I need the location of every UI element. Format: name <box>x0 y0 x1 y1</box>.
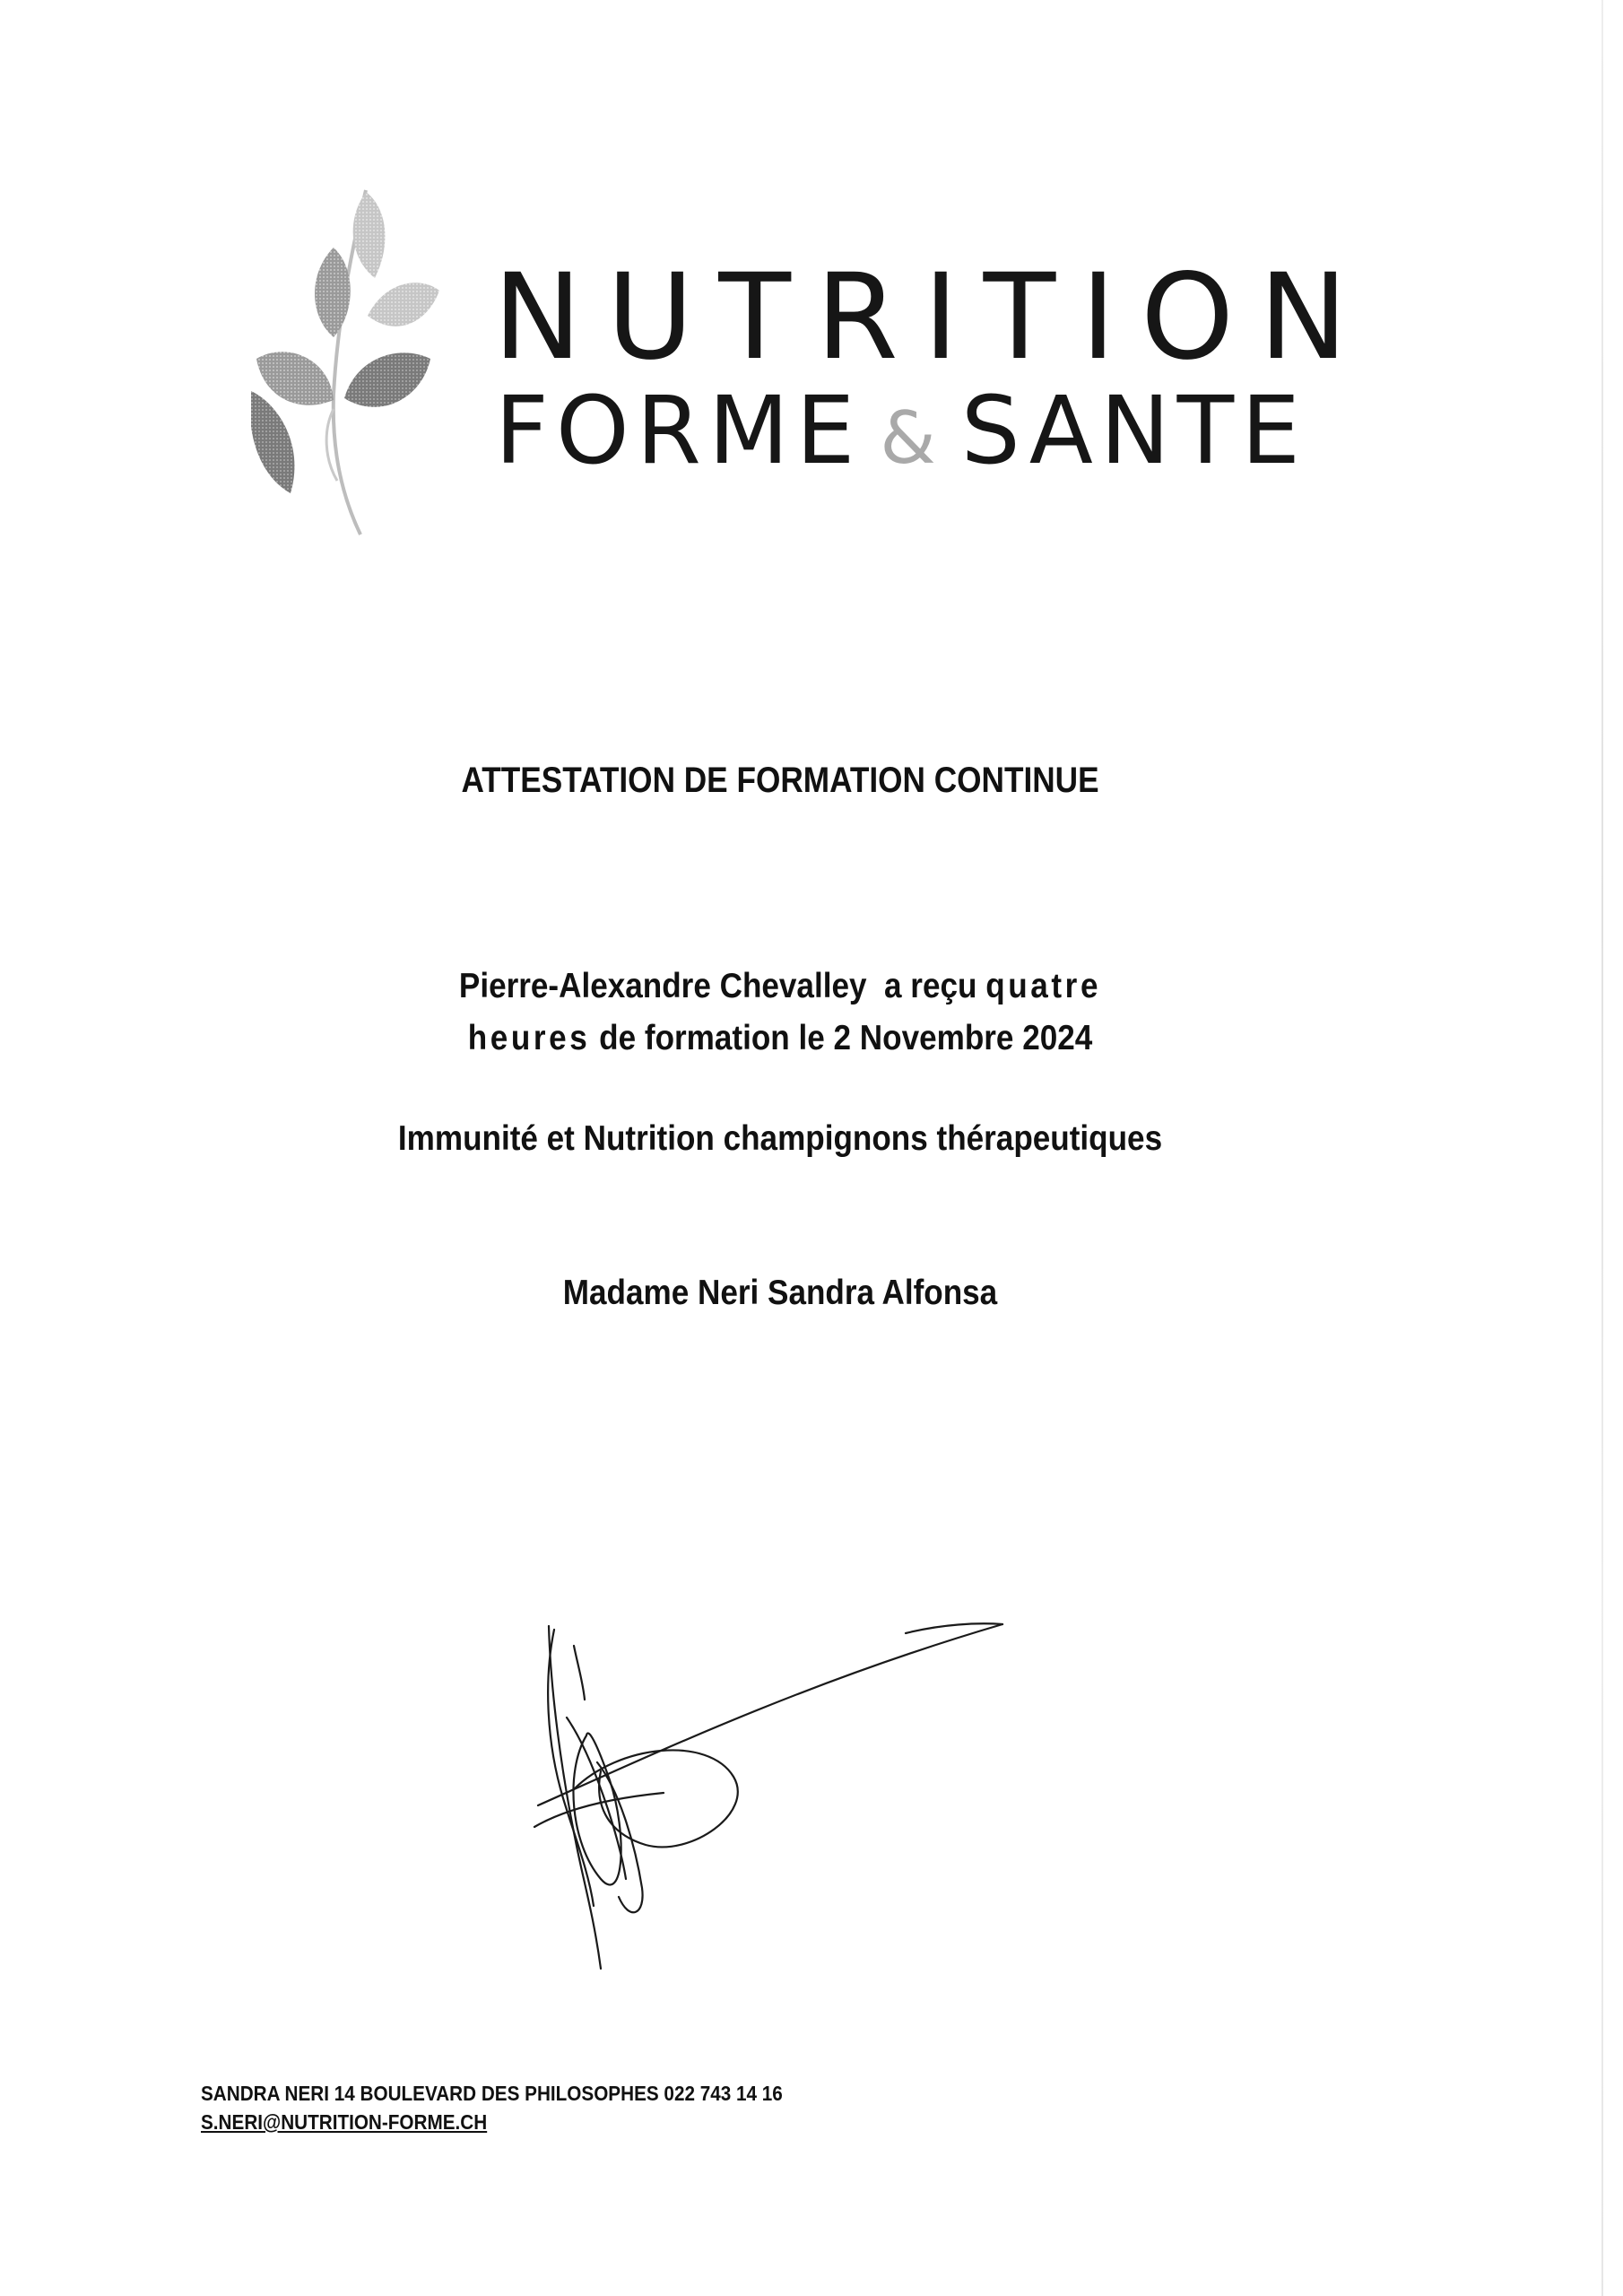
logo-subtitle <box>495 376 1307 485</box>
training-topic: Immunité et Nutrition champignons thérapeutiques <box>397 1119 1163 1158</box>
handwritten-signature <box>511 1610 1013 1987</box>
recipient-name: Pierre-Alexandre Chevalley <box>458 967 867 1005</box>
training-date-line <box>78 1019 1482 1058</box>
logo-ampersand: & <box>880 396 943 480</box>
trainer-name: Madame Neri Sandra Alfonsa <box>562 1274 998 1312</box>
footer-email-link[interactable]: S.NERI@NUTRITION-FORME.CH <box>201 2110 488 2134</box>
footer-address: SANDRA NERI 14 BOULEVARD DES PHILOSOPHES 022 743 14 16 <box>201 2082 783 2105</box>
training-date-text: de formation le 2 Novembre 2024 <box>599 1019 1093 1057</box>
footer-contact <box>201 2079 783 2136</box>
company-logo <box>251 179 1373 556</box>
logo-title-nutrition: NUTRITION <box>493 248 1373 387</box>
logo-word-sante: SANTE <box>960 376 1307 485</box>
hours-quantity: quatre <box>985 967 1102 1005</box>
received-text: a reçu <box>884 967 977 1005</box>
logo-word-forme: FORME <box>495 376 863 485</box>
recipient-line <box>78 967 1482 1006</box>
hours-word: heures <box>467 1019 591 1057</box>
leaf-logo-icon <box>251 179 457 538</box>
scan-edge-shadow <box>1601 0 1603 2296</box>
document-title: ATTESTATION DE FORMATION CONTINUE <box>461 761 1099 800</box>
